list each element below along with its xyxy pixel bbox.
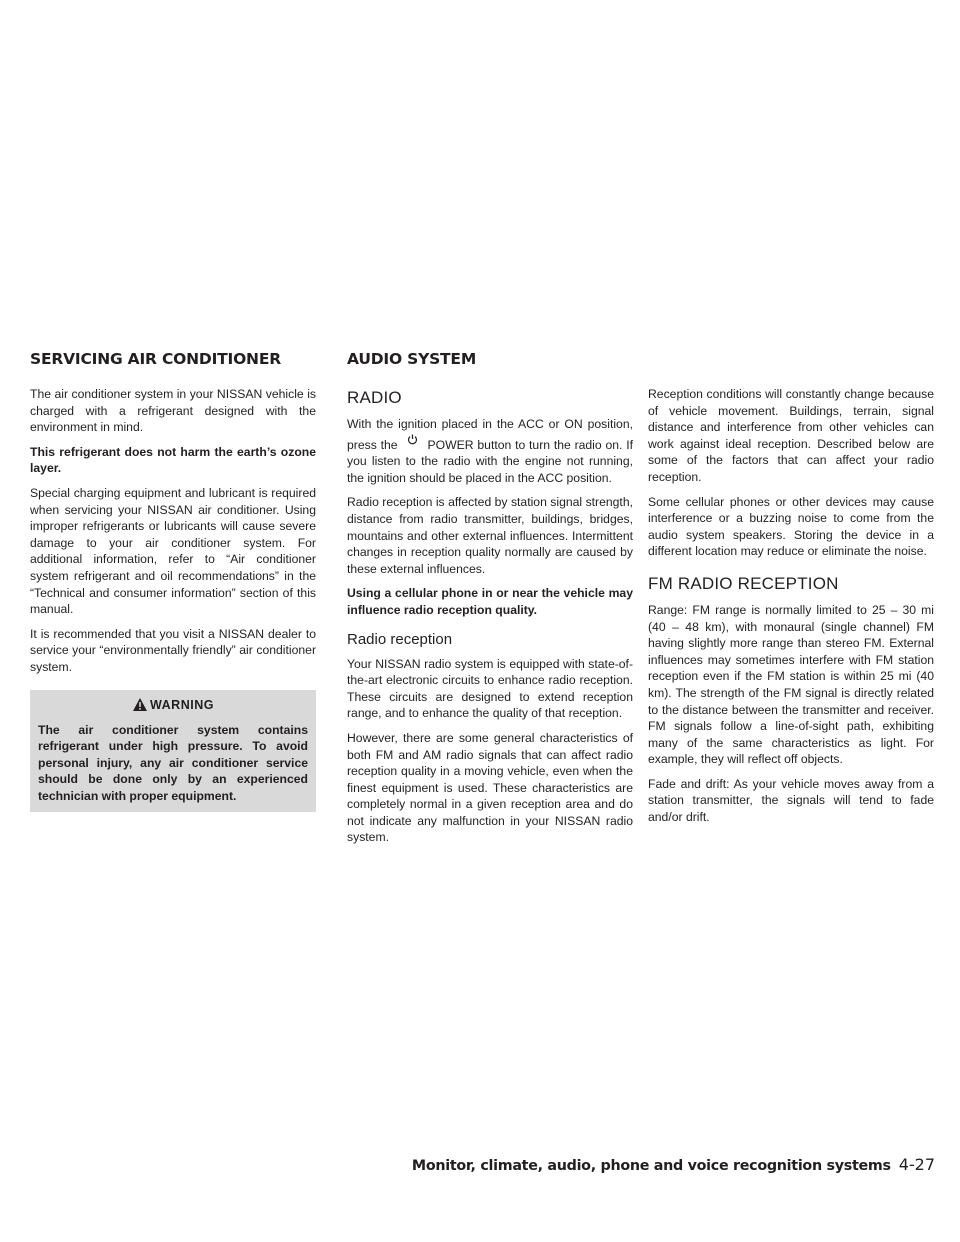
paragraph: The air conditioner system in your NISSAN vehicle is charged with a refrigerant designed with the environment in mind. bbox=[30, 387, 316, 435]
paragraph: It is recommended that you visit a NISSAN dealer to service your “environmentally friendly” air conditioner system. bbox=[30, 626, 316, 674]
paragraph-emphasis: This refrigerant does not harm the earth’s ozone layer. bbox=[30, 444, 316, 476]
column-left bbox=[30, 386, 316, 812]
paragraph: Fade and drift: As your vehicle moves away from a station transmitter, the signals will tend to fade and/or drift. bbox=[648, 776, 934, 825]
paragraph-emphasis: Using a cellular phone in or near the vehicle may influence radio reception quality. bbox=[347, 586, 633, 617]
text-run: POWER button to turn the radio on. If you listen to the radio with the engine not running, the ignition should be placed in the ACC position. bbox=[347, 437, 633, 485]
warning-header bbox=[38, 696, 308, 714]
section-heading-audio-system: AUDIO SYSTEM bbox=[347, 350, 477, 368]
power-icon bbox=[398, 433, 428, 450]
column-right bbox=[648, 386, 934, 834]
section-heading-servicing: SERVICING AIR CONDITIONER bbox=[30, 350, 281, 368]
subheading-fm-radio-reception: FM RADIO RECEPTION bbox=[648, 573, 839, 593]
subheading-radio-reception: Radio reception bbox=[347, 630, 453, 648]
footer-title: Monitor, climate, audio, phone and voice recognition systems bbox=[411, 1158, 891, 1174]
warning-box bbox=[30, 690, 316, 813]
paragraph: Radio reception is affected by station signal strength, distance from radio transmitter, buildings, bridges, mountains and other external influences. Intermittent changes in reception quality normally are caused by these external influences. bbox=[347, 495, 633, 576]
paragraph bbox=[347, 416, 633, 486]
page-number: 4-27 bbox=[898, 1155, 935, 1174]
subheading-radio: RADIO bbox=[347, 388, 402, 407]
paragraph: Your NISSAN radio system is equipped with state-of-the-art electronic circuits to enhance radio reception. These circuits are designed to extend reception range, and to enhance the quality of that reception. bbox=[347, 656, 633, 721]
warning-text: The air conditioner system contains refrigerant under high pressure. To avoid personal injury, any air conditioner service should be done only by an experienced technician with proper equipment. bbox=[38, 722, 308, 803]
page-footer bbox=[412, 1155, 935, 1174]
paragraph: Reception conditions will constantly change because of vehicle movement. Buildings, terrain, signal distance and interference from other vehicles can work against ideal reception. Described below are some of the factors that can affect your radio reception. bbox=[648, 387, 934, 484]
paragraph: Special charging equipment and lubricant is required when servicing your NISSAN air conditioner. Using improper refrigerants or lubricants will cause severe damage to your air conditioner system. For additional information, refer to “Air conditioner system refrigerant and oil recommendations” in the “Technical and consumer information” section of this manual. bbox=[30, 485, 316, 617]
paragraph: However, there are some general characteristics of both FM and AM radio signals that can affect radio reception quality in a moving vehicle, even when the finest equipment is used. These characteristics are completely normal in a given reception area and do not indicate any malfunction in your NISSAN radio system. bbox=[347, 730, 633, 845]
warning-icon bbox=[132, 697, 148, 712]
paragraph: Range: FM range is normally limited to 25 – 30 mi (40 – 48 km), with monaural (single channel) FM having slightly more range than stereo FM. External influences may sometimes interfere with FM station reception even if the FM station is within 25 mi (40 km). The strength of the FM signal is directly related to the distance between the transmitter and receiver. FM signals follow a line-of-sight path, exhibiting many of the same characteristics as light. For example, they will reflect off objects. bbox=[648, 602, 934, 767]
paragraph: Some cellular phones or other devices may cause interference or a buzzing noise to come from the audio system speakers. Storing the device in a different location may reduce or eliminate the noise. bbox=[648, 494, 934, 559]
column-middle bbox=[347, 386, 633, 854]
warning-title: WARNING bbox=[150, 697, 214, 712]
text-run: With the ignition placed in the ACC or ON position, press the bbox=[347, 417, 633, 452]
